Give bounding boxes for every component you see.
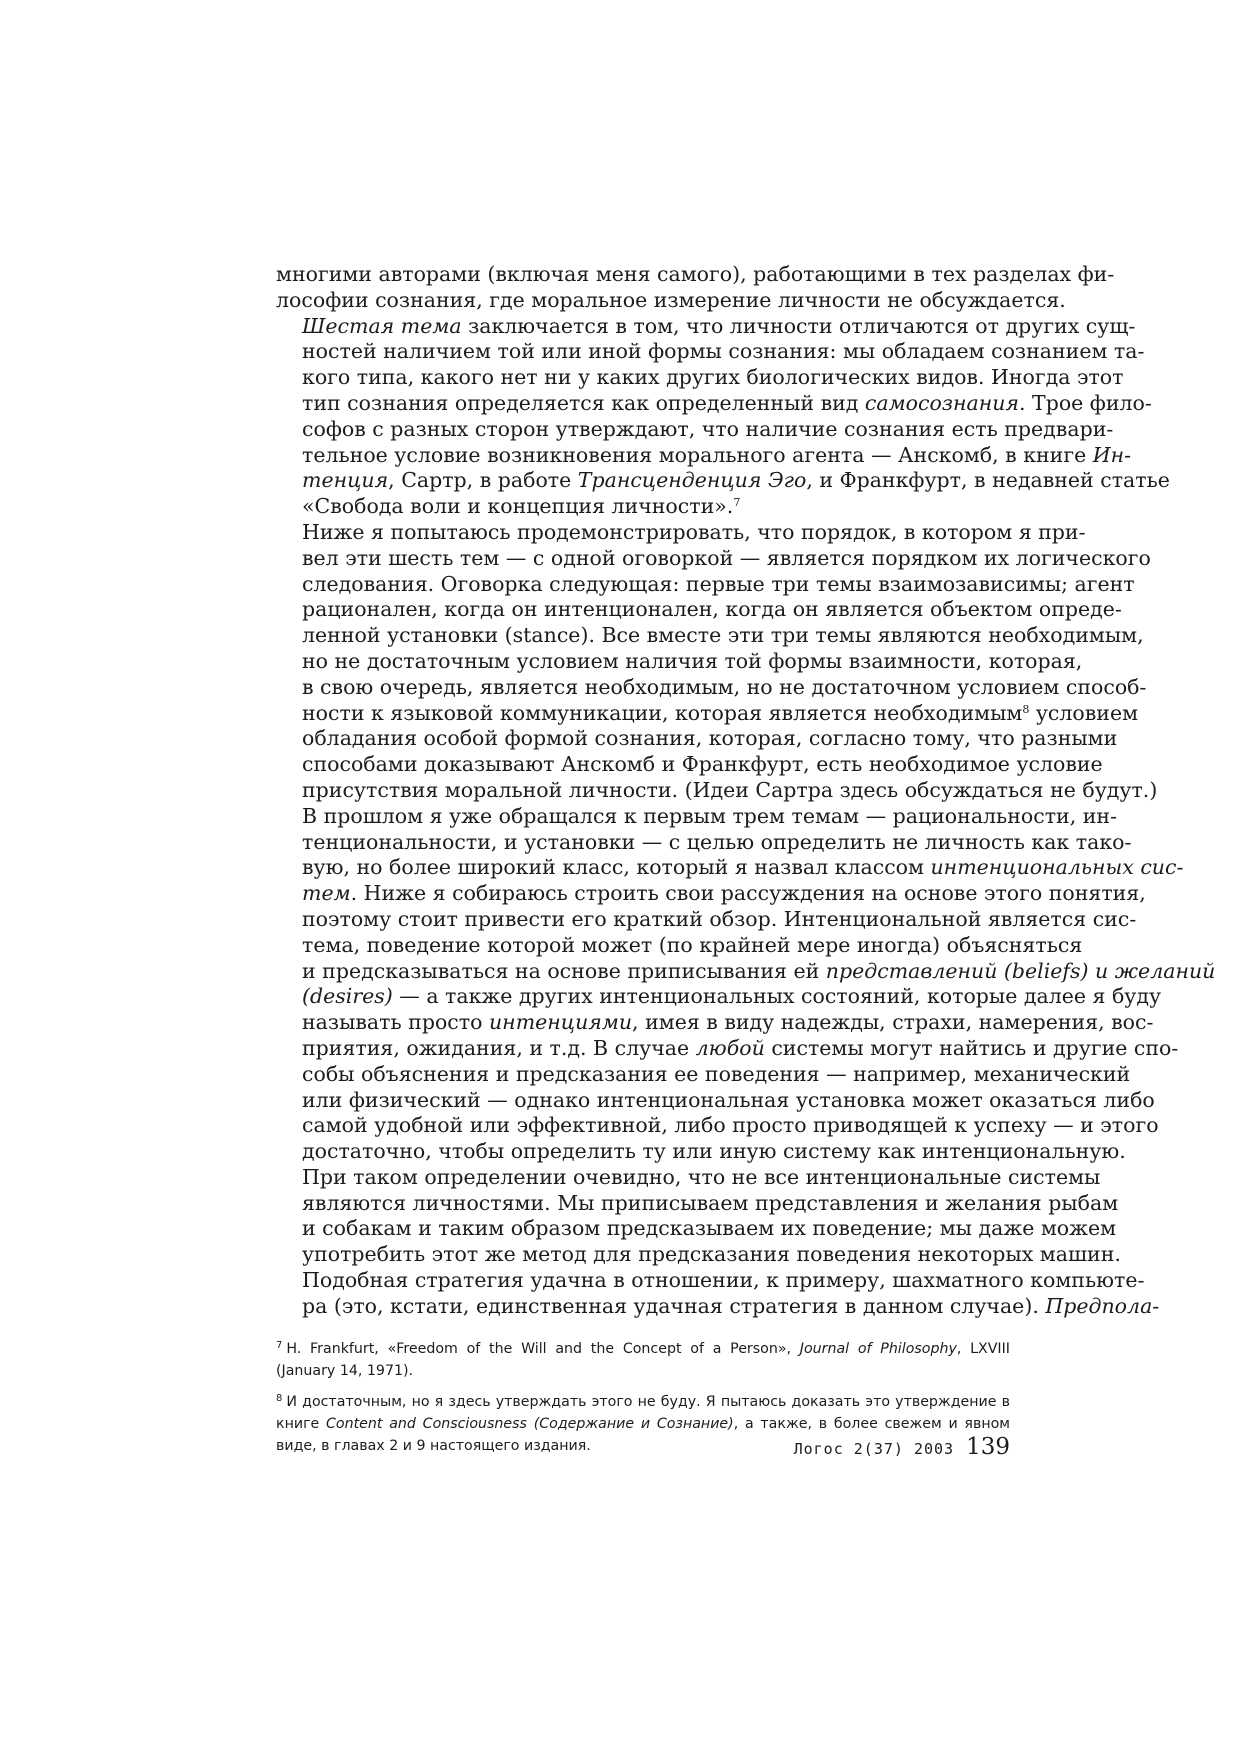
text-line: достаточно, чтобы определить ту или иную систему как интенциональную. <box>302 1139 1126 1164</box>
emphasis: интенциями <box>488 1010 633 1035</box>
paragraph-5 <box>276 1164 1160 1320</box>
text-line: ра (это, кстати, единственная удачная стратегия в данном случае). Предпола- <box>302 1293 1160 1318</box>
text-line: ности к языковой коммуникации, которая является необходимым$^8$ условием <box>302 700 1139 725</box>
text-line: обладания особой формой сознания, которая, согласно тому, что разными <box>302 726 1118 751</box>
footnote-7 <box>276 1335 1010 1382</box>
text-line: и предсказываться на основе приписывания ей представлений (beliefs) и желаний <box>302 958 1216 983</box>
paragraph-4 <box>276 803 1216 1165</box>
text-line: тельное условие возникновения морального агента — Анскомб, в книге Ин- <box>302 442 1132 467</box>
text-line: В прошлом я уже обращался к первым трем темам — рациональности, ин- <box>302 803 1117 828</box>
journal-title: Логос 2(37) 2003 <box>793 1440 955 1458</box>
page-number: 139 <box>966 1434 1010 1460</box>
paragraph-1 <box>276 262 1115 314</box>
text-line: многими авторами (включая меня самого), работающими в тех разделах фи- <box>276 262 1115 286</box>
footnote-text: И достаточным, но я здесь утверждать этого не буду. Я пытаюсь доказать это утверждение в книге Content and Consciousness (Содержание и Сознание), а также, в более свежем и явном виде, в главах 2 и 9 настоящего издания. <box>276 1394 1010 1454</box>
text-line: самой удобной или эффективной, либо просто приводящей к успеху — и этого <box>302 1113 1159 1138</box>
emphasis: интенциональных сис- <box>930 855 1184 880</box>
footnote-ref-8[interactable]: 8 <box>1022 702 1030 716</box>
emphasis: представлений (beliefs) и желаний <box>825 958 1216 983</box>
footnote-number: 7 <box>276 1340 283 1351</box>
text-line: но не достаточным условием наличия той формы взаимности, которая, <box>302 648 1083 673</box>
emphasis: любой <box>695 1035 765 1060</box>
text-line: Шестая тема заключается в том, что личности отличаются от других сущ- <box>302 313 1136 338</box>
text-line: способами доказывают Анскомб и Франкфурт, есть необходимое условие <box>302 752 1103 777</box>
emphasis: тенция <box>302 468 389 493</box>
text-line: приятия, ожидания, и т.д. В случае любой системы могут найтись и другие спо- <box>302 1035 1179 1060</box>
text-line: или физический — однако интенциональная установка может оказаться либо <box>302 1087 1155 1112</box>
text-line: вел эти шесть тем — с одной оговоркой — является порядком их логического <box>302 545 1151 570</box>
emphasis: самосознания <box>864 390 1019 415</box>
text-line: ностей наличием той или иной формы сознания: мы обладаем сознанием та- <box>302 339 1145 364</box>
text-line: поэтому стоит привести его краткий обзор. Интенциональной является сис- <box>302 906 1137 931</box>
text-line: являются личностями. Мы приписываем представления и желания рыбам <box>302 1190 1119 1215</box>
text-line: (desires) — а также других интенциональных состояний, которые далее я буду <box>302 984 1162 1009</box>
text-line: тем. Ниже я собираюсь строить свои рассуждения на основе этого понятия, <box>302 881 1146 906</box>
emphasis: Ин- <box>1092 442 1132 467</box>
text-line: тенция, Сартр, в работе Трансценденция Эго, и Франкфурт, в недавней статье <box>302 468 1170 493</box>
paragraph-3 <box>276 519 1158 804</box>
page-footer <box>790 1434 1010 1464</box>
text-line: Ниже я попытаюсь продемонстрировать, что порядок, в котором я при- <box>302 519 1086 544</box>
main-text <box>276 262 1216 1320</box>
footnote-text: H. Frankfurt, «Freedom of the Will and the Concept of a Person», Journal of Philosophy, LXVIII (January 14, 1971). <box>276 1341 1010 1379</box>
text-line: кого типа, какого нет ни у каких других биологических видов. Иногда этот <box>302 365 1124 390</box>
text-line: При таком определении очевидно, что не все интенциональные системы <box>302 1164 1101 1189</box>
paragraph-2 <box>276 313 1170 520</box>
emphasis: Предпола- <box>1045 1293 1160 1318</box>
emphasis: тем <box>302 881 351 906</box>
text-line: рационален, когда он интенционален, когда он является объектом опреде- <box>302 597 1122 622</box>
text-line: присутствия моральной личности. (Идеи Сартра здесь обсуждаться не будут.) <box>302 777 1158 802</box>
text-line: ленной установки (stance). Все вместе эти три темы являются необходимым, <box>302 623 1144 648</box>
footnote-ref-7[interactable]: 7 <box>733 496 741 510</box>
footnote-number: 8 <box>276 1393 283 1404</box>
text-line: «Свобода воли и концепция личности».$^7$ <box>302 494 741 519</box>
emphasis: Трансценденция Эго <box>577 468 807 493</box>
text-line: в свою очередь, является необходимым, но не достаточном условием способ- <box>302 674 1147 699</box>
text-line: лософии сознания, где моральное измерение личности не обсуждается. <box>276 287 1066 312</box>
text-line: и собакам и таким образом предсказываем их поведение; мы даже можем <box>302 1216 1117 1241</box>
text-line: собы объяснения и предсказания ее поведения — например, механический <box>302 1061 1131 1086</box>
text-line: тенциональности, и установки — с целью определить не личность как тако- <box>302 829 1132 854</box>
text-line: софов с разных сторон утверждают, что наличие сознания есть предвари- <box>302 416 1114 441</box>
text-line: Подобная стратегия удачна в отношении, к примеру, шахматного компьюте- <box>302 1268 1145 1293</box>
text-line: тип сознания определяется как определенный вид самосознания. Трое фило- <box>302 390 1152 415</box>
text-line: следования. Оговорка следующая: первые три темы взаимозависимы; агент <box>302 571 1135 596</box>
text-line: тема, поведение которой может (по крайней мере иногда) объясняться <box>302 932 1083 957</box>
text-line: вую, но более широкий класс, который я назвал классом интенциональных сис- <box>302 855 1184 880</box>
text-line: называть просто интенциями, имея в виду надежды, страхи, намерения, вос- <box>302 1010 1154 1035</box>
emphasis: (desires) <box>302 984 393 1009</box>
emphasis: Шестая тема <box>302 313 462 338</box>
text-line: употребить этот же метод для предсказания поведения некоторых машин. <box>302 1242 1121 1267</box>
